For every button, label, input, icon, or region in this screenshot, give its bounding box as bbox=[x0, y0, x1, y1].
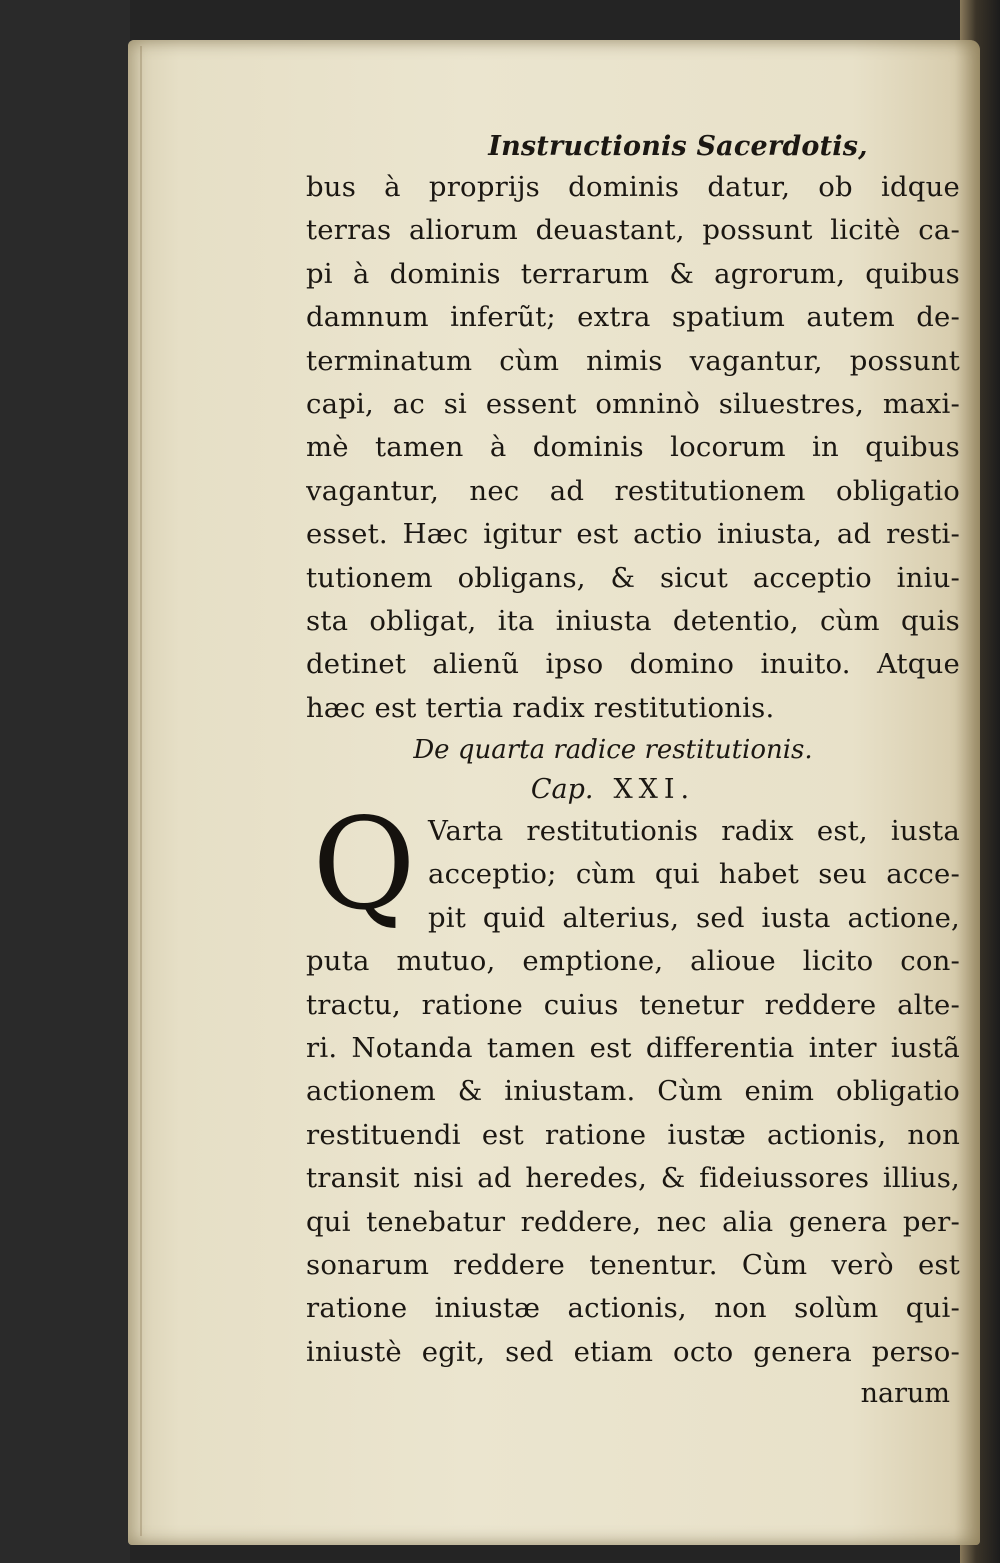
text-line: pit quid alterius, sed iusta actione, bbox=[428, 901, 960, 934]
text-line: sonarum reddere tenentur. Cùm verò est bbox=[306, 1248, 960, 1281]
text-line: vagantur, nec ad restitutionem obligatio bbox=[306, 474, 960, 507]
text-line: bus à proprijs dominis datur, ob idque bbox=[306, 171, 960, 203]
text-line: puta mutuo, emptione, alioue licito con- bbox=[306, 945, 960, 978]
text-line: actionem & iniustam. Cùm enim obligatio bbox=[306, 1075, 960, 1108]
scan-background-left bbox=[0, 0, 130, 1563]
page-text-block bbox=[306, 128, 960, 1414]
text-line: acceptio; cùm qui habet seu acce- bbox=[428, 858, 960, 891]
chapter-number: XXI. bbox=[613, 774, 696, 806]
text-line: esset. Hæc igitur est actio iniusta, ad resti- bbox=[306, 518, 960, 551]
text-line: qui tenebatur reddere, nec alia genera per- bbox=[306, 1205, 960, 1238]
catchword: narum bbox=[860, 1378, 950, 1410]
text-line: hæc est tertia radix restitutionis. bbox=[306, 691, 775, 724]
text-line: terminatum cùm nimis vagantur, possunt bbox=[306, 344, 960, 377]
drop-cap-initial: Q bbox=[312, 791, 416, 939]
text-line: damnum inferũt; extra spatium autem de- bbox=[306, 301, 960, 334]
text-line: ri. Notanda tamen est differentia inter iustã bbox=[306, 1032, 960, 1065]
text-line: sta obligat, ita iniusta detentio, cùm quis bbox=[306, 604, 960, 637]
text-line: tractu, ratione cuius tenetur reddere alte- bbox=[306, 988, 960, 1021]
running-head: Instructionis Sacerdotis, bbox=[488, 131, 868, 162]
text-line: Varta restitutionis radix est, iusta bbox=[428, 815, 960, 848]
text-line: restituendi est ratione iustæ actionis, non bbox=[306, 1118, 960, 1151]
text-line: capi, ac si essent omninò siluestres, maxi- bbox=[306, 387, 960, 420]
initial-paragraph bbox=[306, 791, 960, 940]
text-line: iniustè egit, sed etiam octo genera perso- bbox=[306, 1335, 960, 1368]
text-line: ratione iniustæ actionis, non solùm qui- bbox=[306, 1292, 960, 1325]
chapter-cap-label: Cap. bbox=[530, 774, 594, 806]
text-line: transit nisi ad heredes, & fideiussores illius, bbox=[306, 1162, 960, 1195]
chapter-title: De quarta radice restitutionis. bbox=[413, 735, 813, 766]
text-line: tutionem obligans, & sicut acceptio iniu- bbox=[306, 561, 960, 594]
text-line: pi à dominis terrarum & agrorum, quibus bbox=[306, 257, 960, 290]
text-line: detinet alienũ ipso domino inuito. Atque bbox=[306, 648, 960, 681]
page-fold-line bbox=[140, 46, 142, 1536]
text-line: terras aliorum deuastant, possunt licitè ca- bbox=[306, 214, 960, 247]
text-line: mè tamen à dominis locorum in quibus bbox=[306, 431, 960, 464]
